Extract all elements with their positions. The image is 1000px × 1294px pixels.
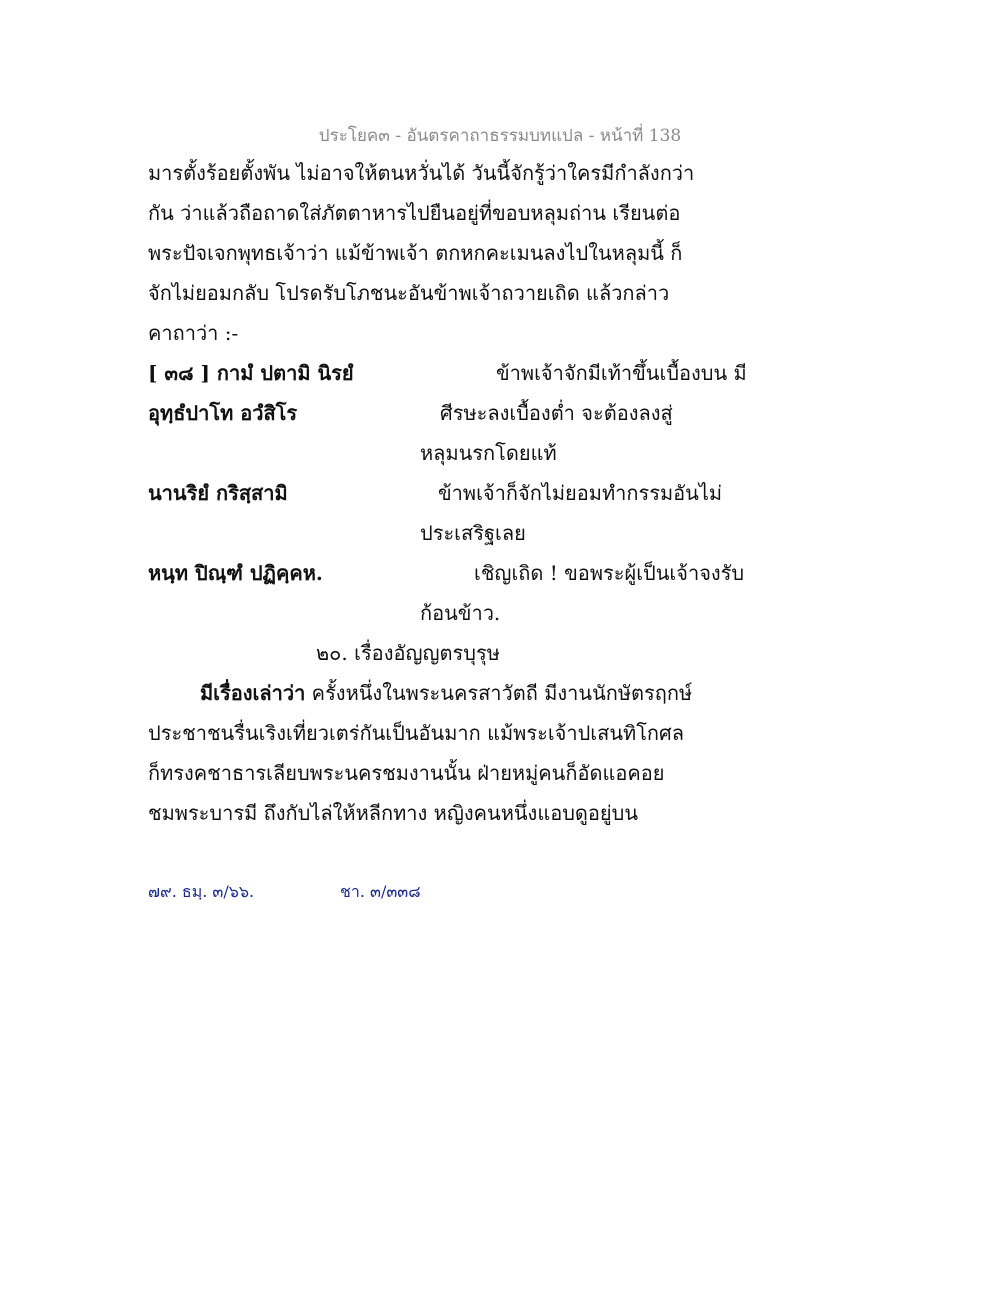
- verse-4-translation: เชิญเถิด ! ขอพระผู้เป็นเจ้าจงรับ: [474, 561, 745, 585]
- story-line-3: ก็ทรงคชาธารเลียบพระนครชมงานนั้น ฝ่ายหมู่คนก็อัดแอคอย: [148, 761, 665, 785]
- story-line-1: [200, 678, 692, 708]
- verse-3-translation-cont: ประเสริฐเลย: [420, 521, 526, 545]
- verse-3-translation: ข้าพเจ้าก็จักไม่ยอมทำกรรมอันไม่: [438, 481, 723, 505]
- verse-3-pali: นานริยํ กริสฺสามิ: [148, 481, 288, 505]
- body-line-4: จักไม่ยอมกลับ โปรดรับโภชนะอันข้าพเจ้าถวายเถิด แล้วกล่าว: [148, 281, 670, 305]
- body-line-3: พระปัจเจกพุทธเจ้าว่า แม้ข้าพเจ้า ตกหกคะเมนลงไปในหลุมนี้ ก็: [148, 241, 683, 265]
- verse-2-translation: ศีรษะลงเบื้องต่ำ จะต้องลงสู่: [440, 401, 673, 425]
- section-title: ๒๐. เรื่องอัญญตรบุรุษ: [316, 641, 500, 665]
- verse-1-pali: [ ๓๘ ] กามํ ปตามิ นิรยํ: [148, 361, 354, 385]
- story-line-4: ชมพระบารมี ถึงกับไล่ให้หลีกทาง หญิงคนหนึ่งแอบดูอยู่บน: [148, 801, 639, 825]
- story-line-1-text: ครั้งหนึ่งในพระนครสาวัตถี มีงานนักษัตรฤกษ์: [305, 681, 693, 705]
- body-line-1: มารตั้งร้อยตั้งพัน ไม่อาจให้ตนหวั่นได้ วันนี้จักรู้ว่าใครมีกำลังกว่า: [148, 161, 695, 185]
- story-lead: มีเรื่องเล่าว่า: [200, 681, 306, 705]
- page-header: ประโยค๓ - อันตรคาถาธรรมบทแปล - หน้าที่ 138: [318, 126, 682, 146]
- verse-2-pali: อุทฺธํปาโท อวํสิโร: [148, 401, 298, 425]
- verse-2-translation-cont: หลุมนรกโดยแท้: [420, 441, 557, 465]
- verse-4-translation-cont: ก้อนข้าว.: [420, 601, 501, 625]
- footnote-left: ๗๙. ธมฺ. ๓/๖๖.: [148, 882, 255, 901]
- footnote-right: ชา. ๓/๓๓๘: [340, 882, 421, 901]
- body-line-5: คาถาว่า :-: [148, 321, 239, 345]
- story-line-2: ประชาชนรื่นเริงเที่ยวเตร่กันเป็นอันมาก แม้พระเจ้าปเสนทิโกศล: [148, 721, 684, 745]
- body-line-2: กัน ว่าแล้วถือถาดใส่ภัตตาหารไปยืนอยู่ที่ขอบหลุมถ่าน เรียนต่อ: [148, 201, 681, 225]
- verse-4-pali: หนฺท ปิณฺฑํ ปฏิคฺคห.: [148, 561, 323, 585]
- verse-1-translation: ข้าพเจ้าจักมีเท้าขึ้นเบื้องบน มี: [496, 361, 747, 385]
